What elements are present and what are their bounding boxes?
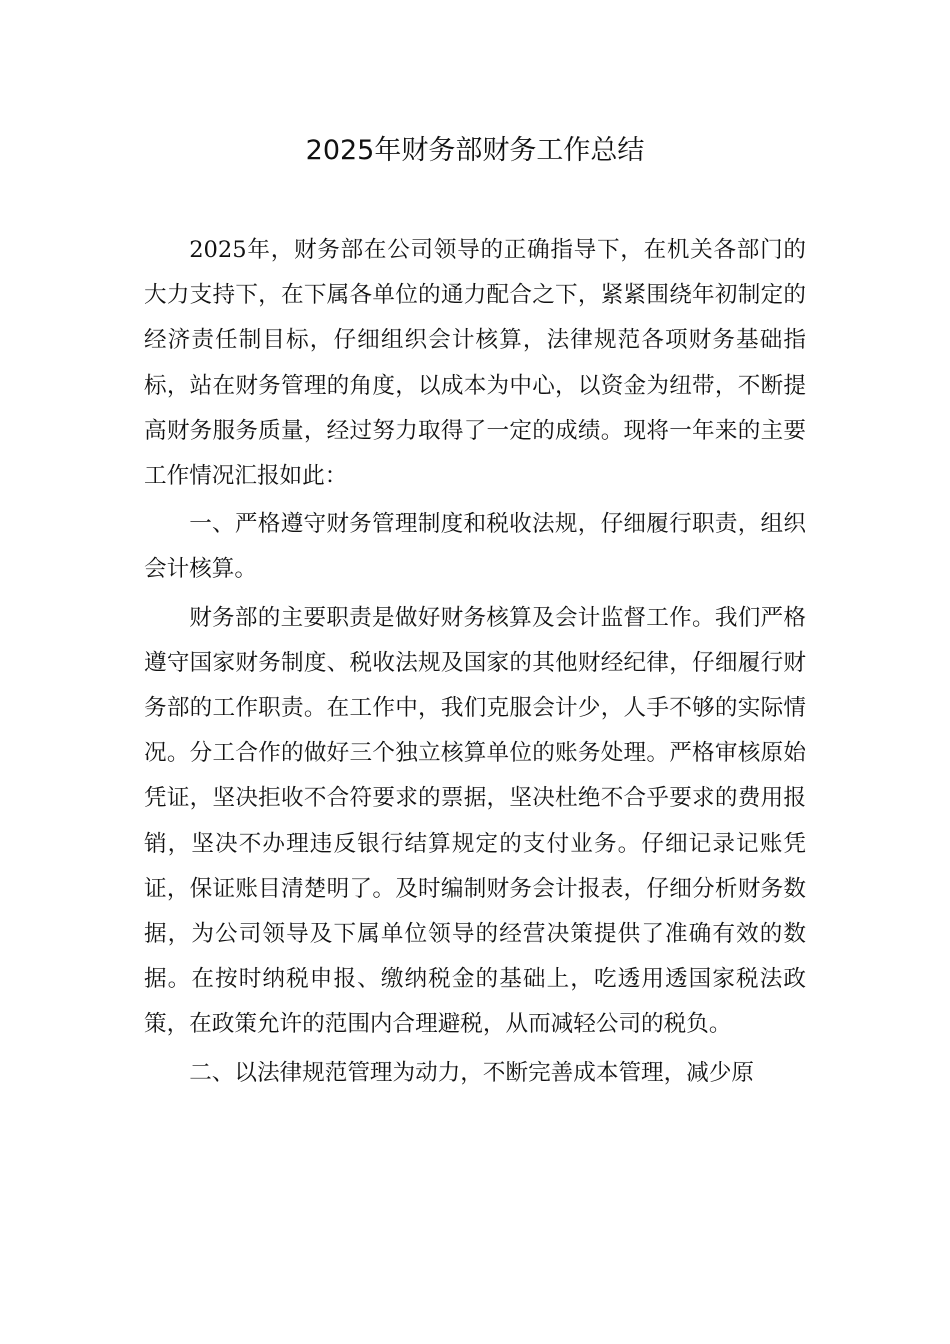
paragraph-section-1: 财务部的主要职责是做好财务核算及会计监督工作。我们严格遵守国家财务制度、税收法规及国家的其他财经纪律，仔细履行财务部的工作职责。在工作中，我们克服会计少，人手不够的实际情况。分工合作的做好三个独立核算单位的账务处理。严格审核原始凭证，坚决拒收不合符要求的票据，坚决杜绝不合乎要求的费用报销，坚决不办理违反银行结算规定的支付业务。仔细记录记账凭证，保证账目清楚明了。及时编制财务会计报表，仔细分析财务数据，为公司领导及下属单位领导的经营决策提供了准确有效的数据。在按时纳税申报、缴纳税金的基础上，吃透用透国家税法政策，在政策允许的范围内合理避税，从而减轻公司的税负。	[144, 604, 806, 1038]
paragraph-intro: 2025年，财务部在公司领导的正确指导下，在机关各部门的大力支持下，在下属各单位的通力配合之下，紧紧围绕年初制定的经济责任制目标，仔细组织会计核算，法律规范各项财务基础指标，站在财务管理的角度，以成本为中心，以资金为纽带，不断提高财务服务质量，经过努力取得了一定的成绩。现将一年来的主要工作情况汇报如此：	[144, 237, 806, 490]
section-heading-2: 二、以法律规范管理为动力，不断完善成本管理，减少原	[189, 1059, 755, 1086]
document-body	[144, 228, 806, 1096]
section-heading-1: 一、严格遵守财务管理制度和税收法规，仔细履行职责，组织会计核算。	[144, 511, 806, 583]
document-title: 2025年财务部财务工作总结	[305, 135, 645, 166]
